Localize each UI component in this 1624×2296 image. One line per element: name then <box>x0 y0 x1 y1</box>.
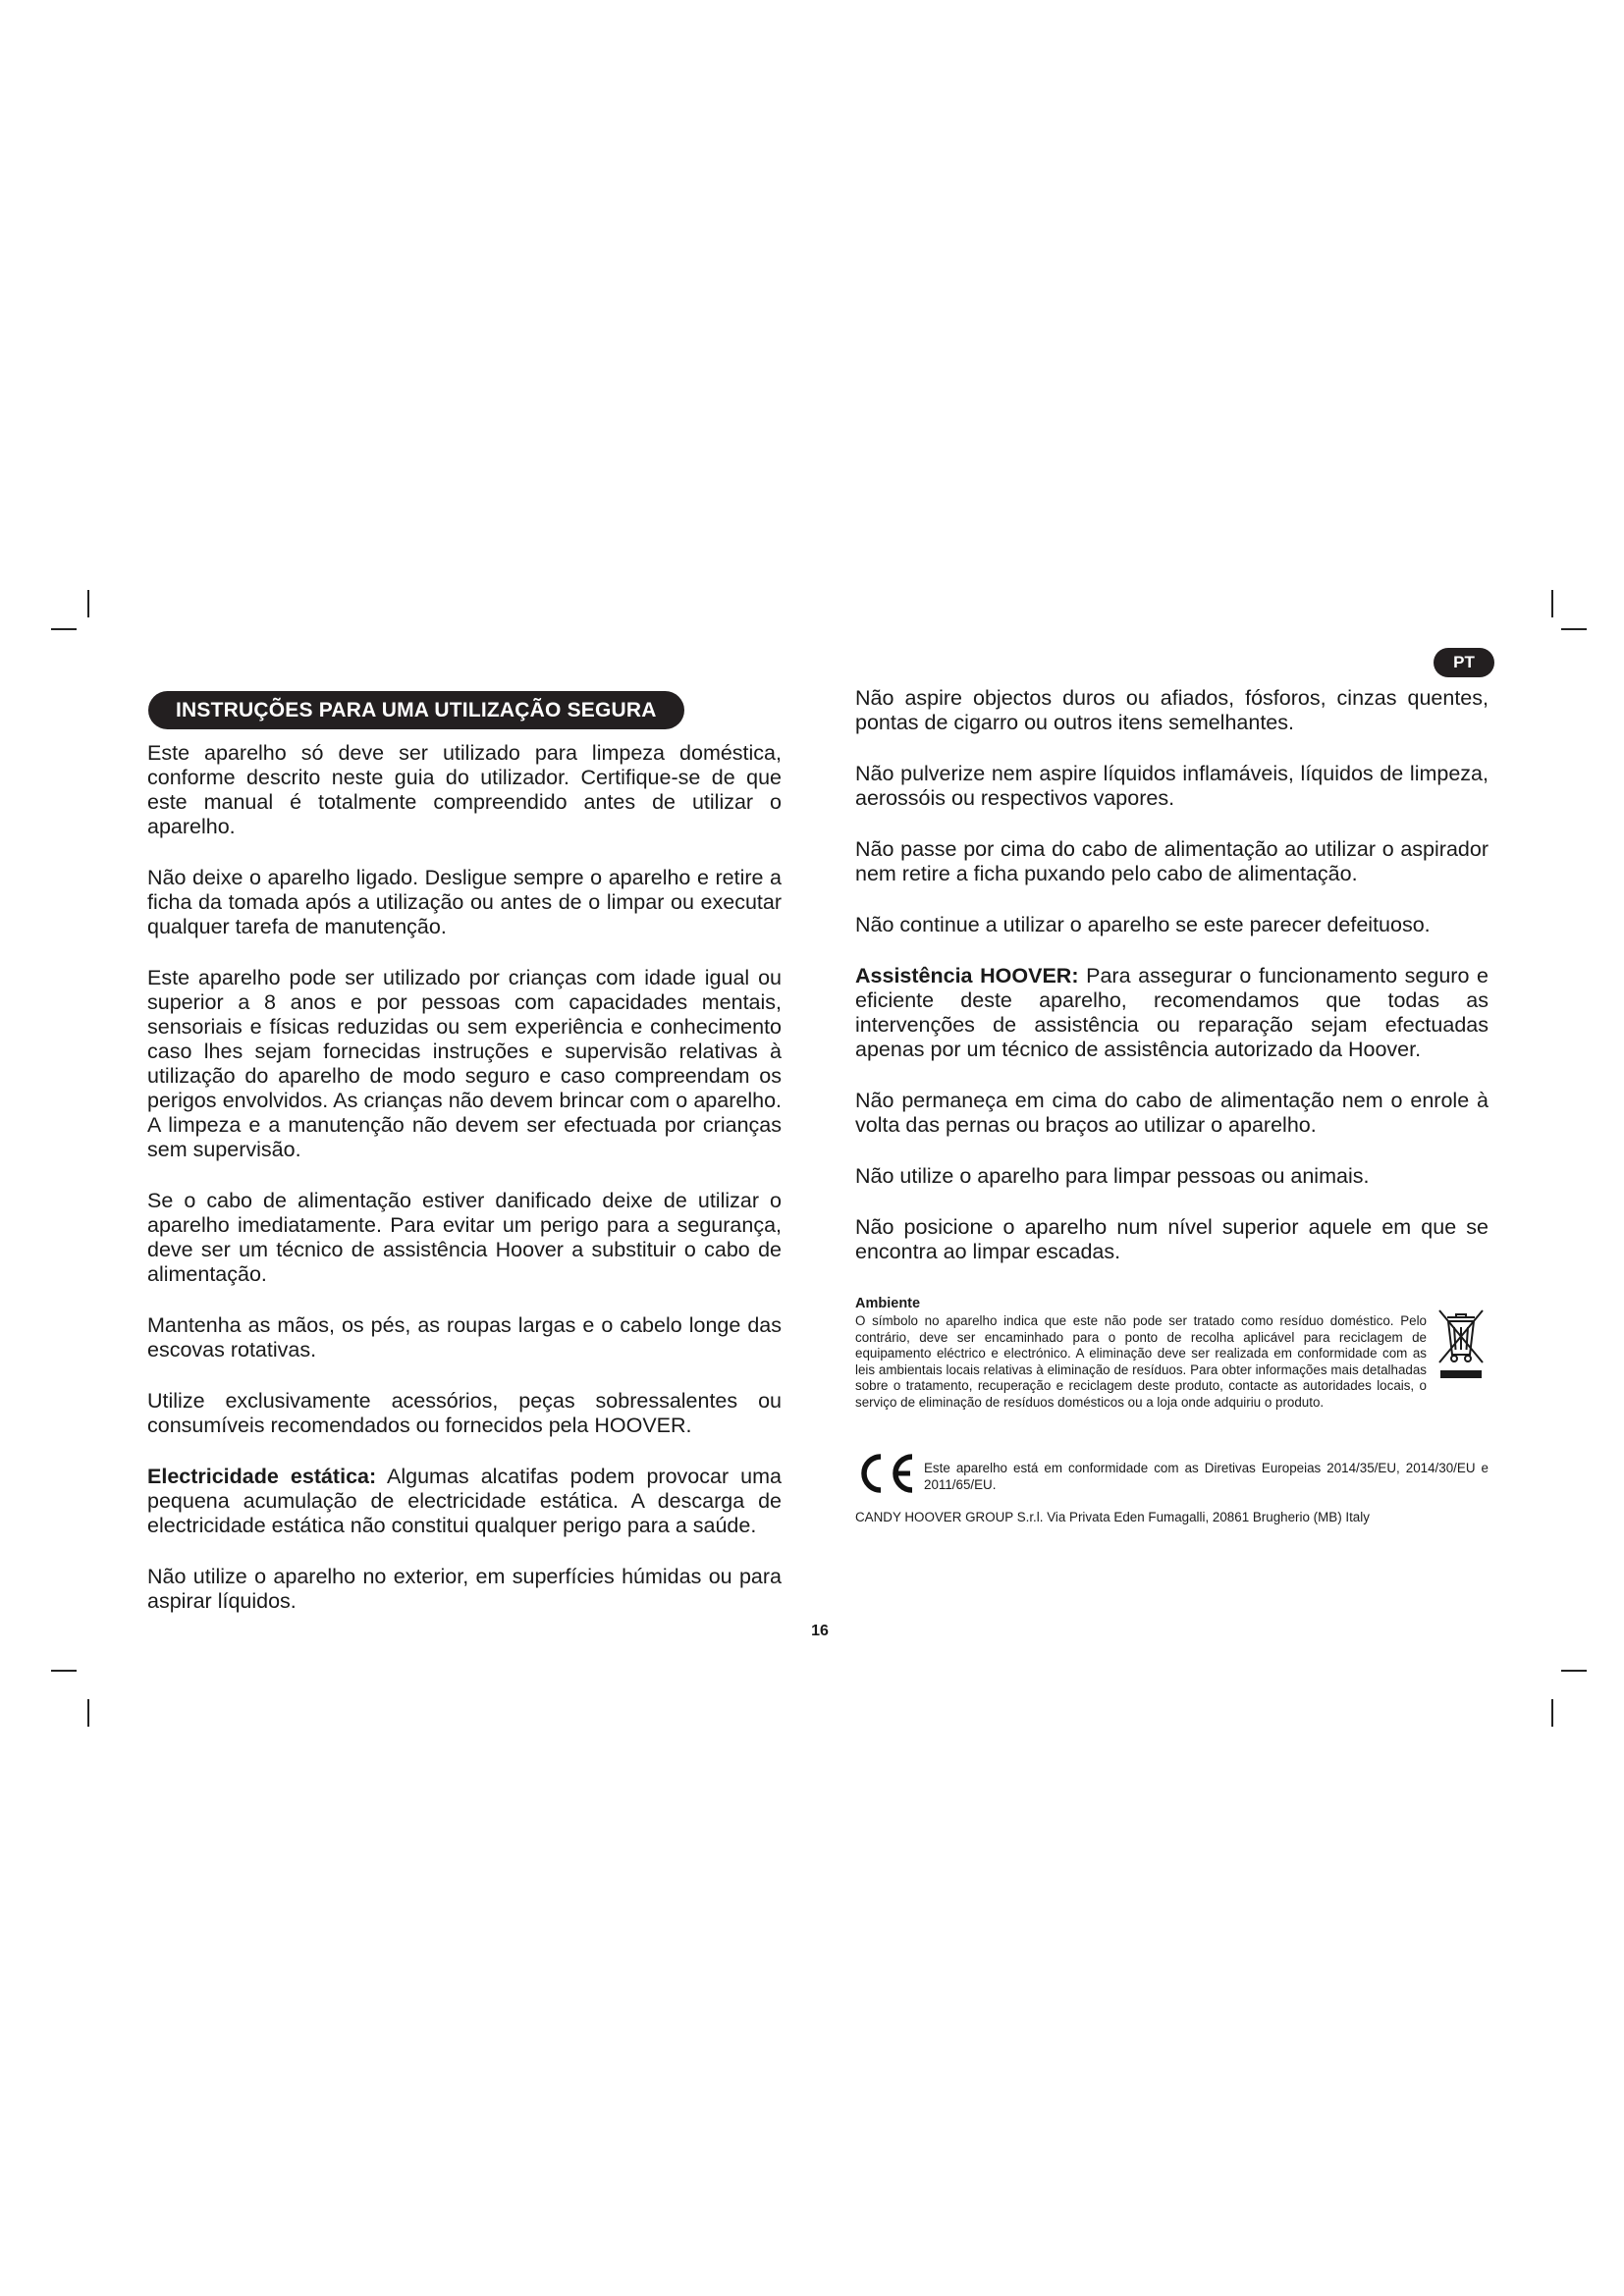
paragraph-cable-wrap: Não permaneça em cima do cabo de alimentação nem o enrole à volta das pernas ou braços ao utilizar o aparelho. <box>855 1089 1489 1137</box>
paragraph-people-animals: Não utilize o aparelho para limpar pessoas ou animais. <box>855 1164 1370 1188</box>
crop-mark <box>51 1670 77 1672</box>
ce-text: Este aparelho está em conformidade com as Diretivas Europeias 2014/35/EU, 2014/30/EU e 2011/65/EU. <box>924 1461 1489 1492</box>
static-lead: Electricidade estática: <box>147 1465 377 1488</box>
crop-mark <box>1551 1699 1553 1727</box>
page-number: 16 <box>811 1623 829 1639</box>
paragraph-children: Este aparelho pode ser utilizado por crianças com idade igual ou superior a 8 anos e por pessoas com capacidades mentais, sensoriais e físicas reduzidas ou sem experiência e conhecimento caso lhes sejam fornecidas instruções e supervisão relativas à utilização do aparelho de modo seguro e caso compreendam os perigos envolvidos. As crianças não devem brincar com o aparelho. A limpeza e a manutenção não devem ser efectuada por crianças sem supervisão. <box>147 966 782 1161</box>
paragraph-defective: Não continue a utilizar o aparelho se este parecer defeituoso. <box>855 913 1431 936</box>
environment-body: O símbolo no aparelho indica que este não pode ser tratado como resíduo doméstico. Pelo contrário, deve ser encaminhado para o ponto de recolha aplicável para reciclagem de equipamento eléctrico e electrónico. A eliminação deve ser realizada em conformidade com as leis ambientais locais relativas à eliminação de resíduos. Para obter informações mais detalhadas sobre o tratamento, recuperação e reciclagem deste produto, contacte as autoridades locais, o serviço de eliminação de resíduos domésticos ou a loja onde adquiriu o produto. <box>855 1313 1427 1410</box>
environment-section <box>855 1296 1489 1412</box>
paragraph-damaged-cable: Se o cabo de alimentação estiver danificado deixe de utilizar o aparelho imediatamente. Para evitar um perigo para a segurança, deve ser um técnico de assistência Hoover a substituir o cabo de alimentação. <box>147 1189 782 1286</box>
paragraph-stairs: Não posicione o aparelho num nível superior aquele em que se encontra ao limpar escadas. <box>855 1215 1489 1263</box>
environment-title: Ambiente <box>855 1296 921 1311</box>
crop-mark <box>87 590 89 617</box>
crop-mark <box>1551 590 1553 617</box>
paragraph-cable-crossing: Não passe por cima do cabo de alimentação ao utilizar o aspirador nem retire a ficha puxando pelo cabo de alimentação. <box>855 837 1489 885</box>
crop-mark <box>1561 1670 1587 1672</box>
weee-crossed-bin-icon <box>1436 1308 1486 1380</box>
static-text: Algumas alcatifas podem provocar uma pequena acumulação de electricidade estática. A descarga de electricidade estática não constitui qualquer perigo para a saúde. <box>147 1465 782 1537</box>
paragraph-flammable: Não pulverize nem aspire líquidos inflamáveis, líquidos de limpeza, aerossóis ou respectivos vapores. <box>855 762 1489 810</box>
paragraph-unplug: Não deixe o aparelho ligado. Desligue sempre o aparelho e retire a ficha da tomada após a utilização ou antes de o limpar ou executar qualquer tarefa de manutenção. <box>147 866 782 938</box>
ce-compliance <box>855 1451 1489 1498</box>
paragraph-static <box>147 1465 782 1538</box>
crop-mark <box>87 1699 89 1727</box>
paragraph-accessories: Utilize exclusivamente acessórios, peças sobressalentes ou consumíveis recomendados ou fornecidos pela HOOVER. <box>147 1389 782 1437</box>
assistance-text: Para assegurar o funcionamento seguro e eficiente deste aparelho, recomendamos que todas as intervenções de assistência ou reparação sejam efectuadas apenas por um técnico de assistência autorizado da Hoover. <box>855 964 1489 1061</box>
left-column <box>147 691 782 1640</box>
paragraph-brushes: Mantenha as mãos, os pés, as roupas largas e o cabelo longe das escovas rotativas. <box>147 1313 782 1362</box>
paragraph-domestic-use: Este aparelho só deve ser utilizado para limpeza doméstica, conforme descrito neste guia do utilizador. Certifique-se de que este manual é totalmente compreendido antes de utilizar o aparelho. <box>147 741 782 838</box>
paragraph-hard-objects: Não aspire objectos duros ou afiados, fósforos, cinzas quentes, pontas de cigarro ou outros itens semelhantes. <box>855 686 1489 734</box>
section-header: INSTRUÇÕES PARA UMA UTILIZAÇÃO SEGURA <box>148 691 684 729</box>
company-address: CANDY HOOVER GROUP S.r.l. Via Privata Eden Fumagalli, 20861 Brugherio (MB) Italy <box>855 1510 1370 1524</box>
crop-mark <box>1561 628 1587 630</box>
assistance-lead: Assistência HOOVER: <box>855 964 1079 988</box>
language-badge: PT <box>1434 648 1494 677</box>
ce-mark-icon <box>855 1451 920 1496</box>
paragraph-assistance <box>855 964 1489 1062</box>
paragraph-outdoor: Não utilize o aparelho no exterior, em superfícies húmidas ou para aspirar líquidos. <box>147 1565 782 1613</box>
crop-mark <box>51 628 77 630</box>
right-column <box>855 686 1489 1291</box>
